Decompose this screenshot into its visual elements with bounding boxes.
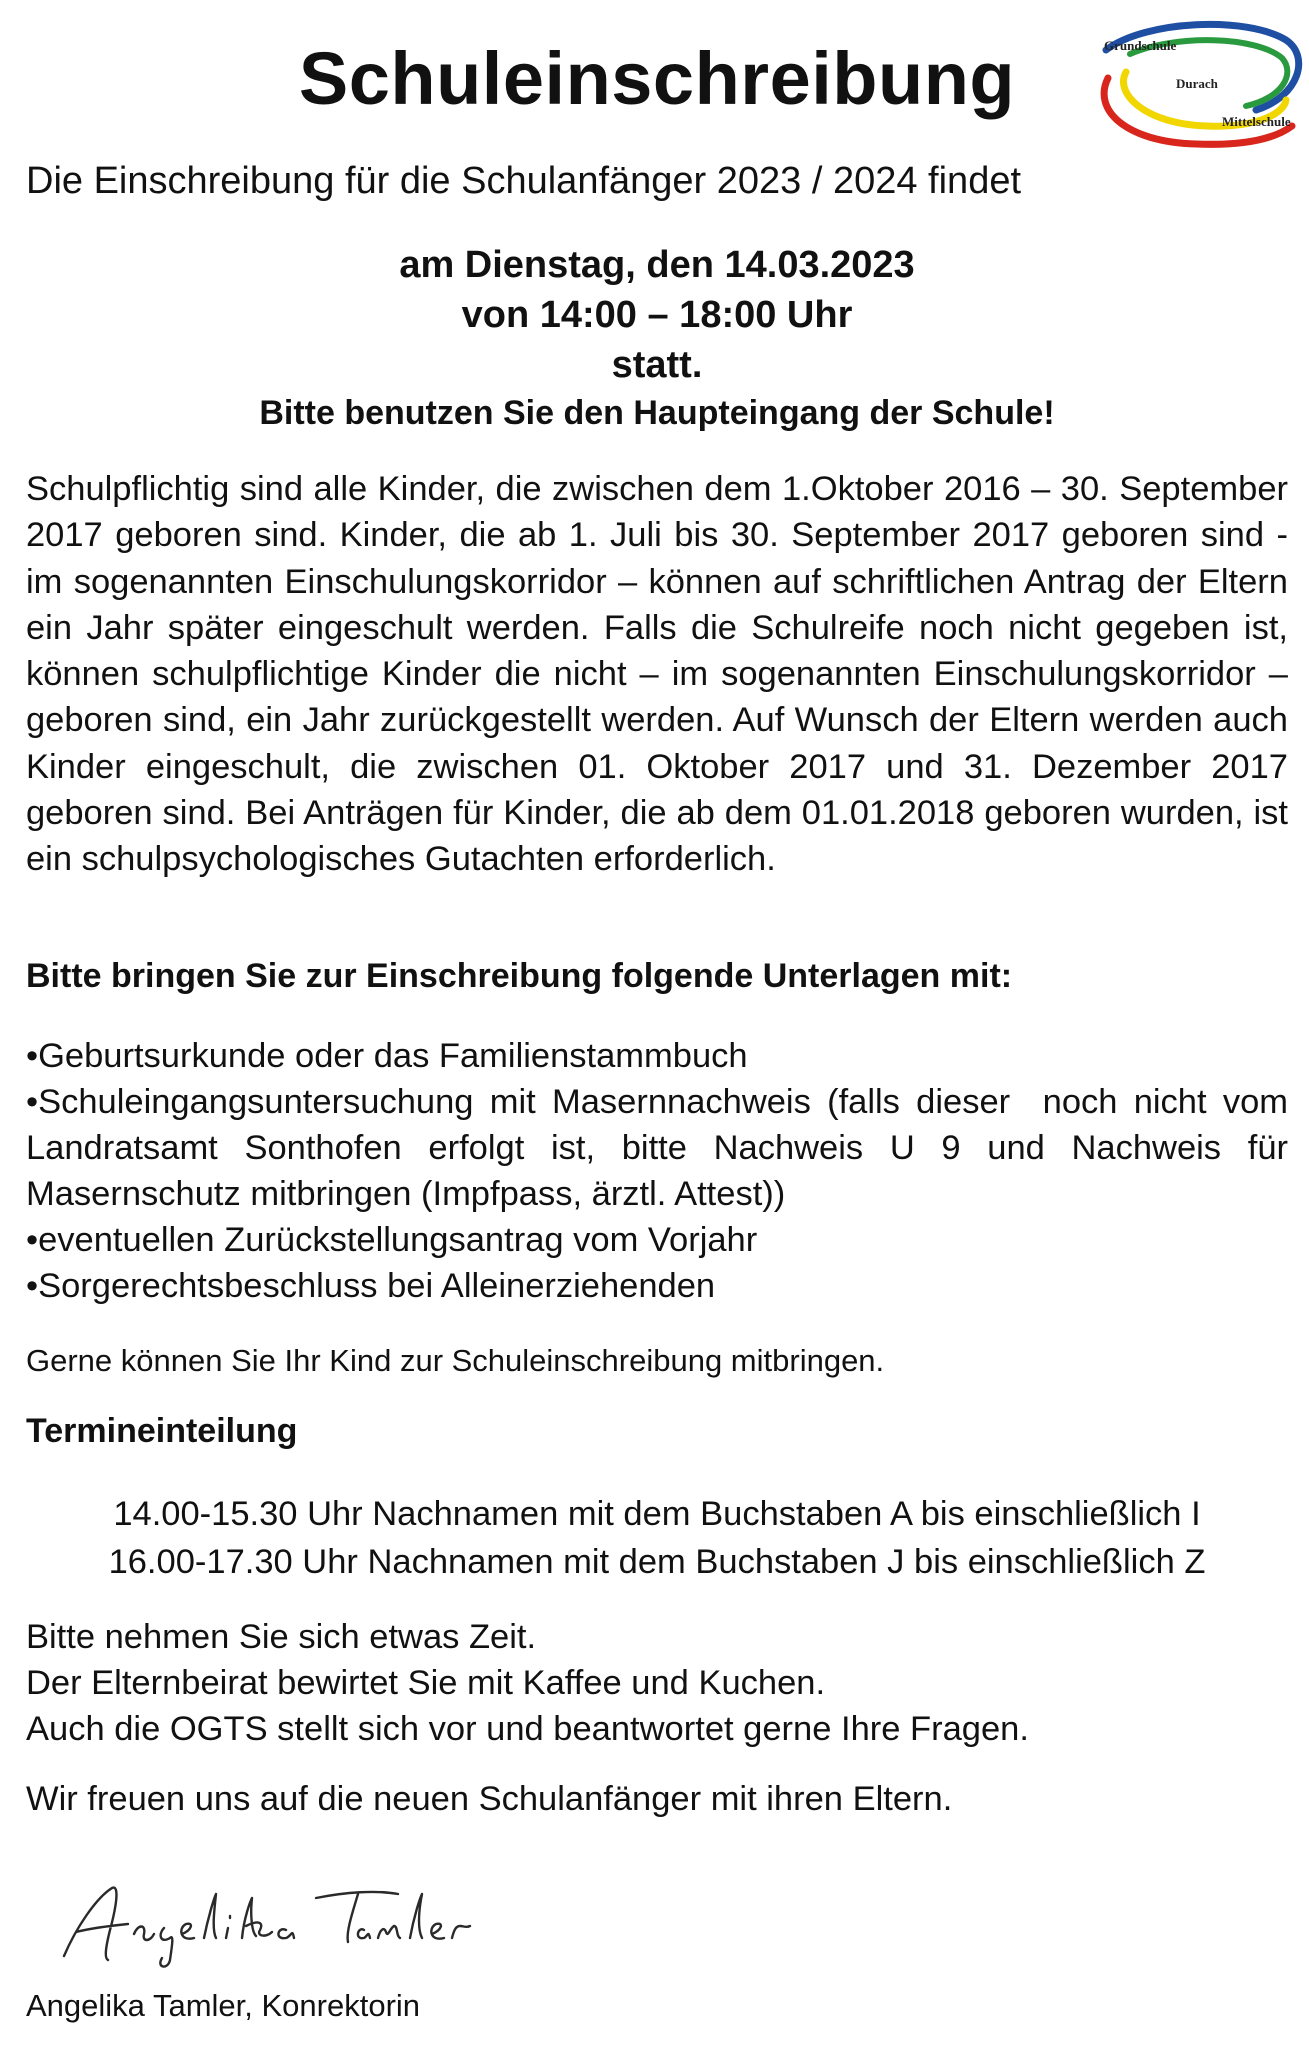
closing-line: Bitte nehmen Sie sich etwas Zeit. xyxy=(26,1618,537,1656)
school-logo xyxy=(1086,14,1308,154)
bring-child-note: Gerne können Sie Ihr Kind zur Schuleinschreibung mitbringen. xyxy=(26,1343,885,1378)
list-item: •Sorgerechtsbeschluss bei Alleinerziehenden xyxy=(26,1267,716,1305)
final-note: Wir freuen uns auf die neuen Schulanfänger mit ihren Eltern. xyxy=(26,1780,953,1818)
list-item: •eventuellen Zurückstellungsantrag vom Vorjahr xyxy=(26,1221,758,1259)
schedule-slot: 14.00-15.30 Uhr Nachnamen mit dem Buchstaben A bis einschließlich I xyxy=(113,1495,1201,1533)
documents-heading: Bitte bringen Sie zur Einschreibung folgende Unterlagen mit: xyxy=(26,957,1013,995)
schedule-heading: Termineinteilung xyxy=(26,1412,298,1450)
closing-line: Der Elternbeirat bewirtet Sie mit Kaffee und Kuchen. xyxy=(26,1664,826,1702)
schedule-slot: 16.00-17.30 Uhr Nachnamen mit dem Buchstaben J bis einschließlich Z xyxy=(108,1543,1206,1581)
logo-text-grundschule: Grundschule xyxy=(1104,38,1177,53)
eligibility-paragraph: Schulpflichtig sind alle Kinder, die zwischen dem 1.Oktober 2016 – 30. September 2017 geboren sind. Kinder, die ab 1. Juli bis 30. September 2017 geboren sind - im sogenannten Einschulungskorridor – können auf schriftlichen Antrag der Eltern ein Jahr später eingeschult werden. Falls die Schulreife noch nicht gegeben ist, können schulpflichtige Kinder die nicht – im sogenannten Einschulungskorridor – geboren sind, ein Jahr zurückgestellt werden. Auf Wunsch der Eltern werden auch Kinder eingeschult, die zwischen 01. Oktober 2017 und 31. Dezember 2017 geboren sind. Bei Anträgen für Kinder, die ab dem 01.01.2018 geboren wurden, ist ein schulpsychologisches Gutachten erforderlich. xyxy=(26,470,1298,879)
event-time: von 14:00 – 18:00 Uhr xyxy=(461,294,853,336)
logo-text-mittelschule: Mittelschule xyxy=(1222,114,1291,129)
event-date: am Dienstag, den 14.03.2023 xyxy=(399,244,915,286)
list-item: •Geburtsurkunde oder das Familienstammbuch xyxy=(26,1037,748,1075)
schedule-slots xyxy=(26,1490,1288,1586)
signer-name: Angelika Tamler, Konrektorin xyxy=(26,1988,421,2023)
signature-graphic xyxy=(46,1868,486,1978)
handwritten-signature xyxy=(46,1868,486,1978)
closing-line: Auch die OGTS stellt sich vor und beantwortet gerne Ihre Fragen. xyxy=(26,1710,1029,1748)
page-title: Schuleinschreibung xyxy=(298,37,1016,120)
list-item: •Schuleingangsuntersuchung mit Masernnachweis (falls dieser noch nicht vom Landratsamt Sonthofen erfolgt ist, bitte Nachweis U 9 und Nachweis für Masernschutz mitbringen (Impfpass, ärztl. Attest)) xyxy=(26,1083,1298,1213)
event-info xyxy=(26,240,1288,436)
intro-text: Die Einschreibung für die Schulanfänger 2023 / 2024 findet xyxy=(26,160,1022,202)
documents-list xyxy=(26,1033,1298,1309)
logo-text-durach: Durach xyxy=(1176,76,1218,91)
event-statt: statt. xyxy=(611,344,703,386)
entrance-note: Bitte benutzen Sie den Haupteingang der Schule! xyxy=(259,394,1055,432)
closing-notes xyxy=(26,1614,1029,1752)
